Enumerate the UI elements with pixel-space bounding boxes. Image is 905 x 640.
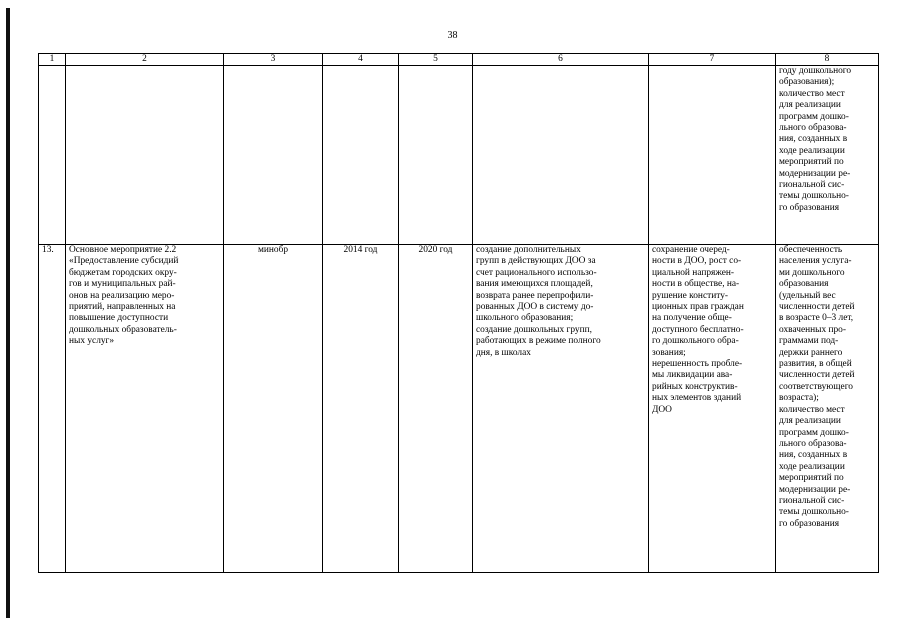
executor-cell: минобр: [224, 245, 323, 573]
binding-bar: [6, 8, 10, 618]
end-year-cell: [399, 66, 473, 245]
start-year-cell: [323, 66, 399, 245]
expected-result-cell: создание дополнительных групп в действующих ДОО за счет рационального использо- вания имеющихся площадей, возврата ранее перепрофили- рованных ДОО в систему до- школьного образования; создание дошкольных групп, работающих в режиме полного дня, в школах: [473, 245, 649, 573]
measures-table: [38, 53, 879, 573]
start-year-cell: 2014 год: [323, 245, 399, 573]
column-number-row: [39, 54, 879, 66]
indicators-cell: году дошкольного образования); количество мест для реализации программ дошко- льного образова- ния, созданных в ходе реализации мероприятий по модернизации ре- гиональной сис- темы дошкольно- го образования: [776, 66, 879, 245]
measure-name-cell: Основное мероприятие 2.2 «Предоставление субсидий бюджетам городских окру- гов и муниципальных рай- онов на реализацию меро- приятий, направленных на повышение доступности дошкольных образователь- ных услуг»: [66, 245, 224, 573]
expected-result-cell: [473, 66, 649, 245]
table-row: [39, 245, 879, 573]
row-number-cell: 13.: [39, 245, 66, 573]
column-number-cell: 4: [323, 54, 399, 66]
column-number-cell: 5: [399, 54, 473, 66]
column-number-cell: 3: [224, 54, 323, 66]
consequences-cell: [649, 66, 776, 245]
column-number-cell: 6: [473, 54, 649, 66]
row-number-cell: [39, 66, 66, 245]
column-number-cell: 2: [66, 54, 224, 66]
page-number: 38: [447, 30, 458, 41]
indicators-cell: обеспеченность населения услуга- ми дошкольного образования (удельный вес численности детей в возрасте 0–3 лет, охваченных про- граммами под- держки раннего развития, в общей численности детей соответствующего возраста); количество мест для реализации программ дошко- льного образова- ния, созданных в ходе реализации мероприятий по модернизации ре- гиональной сис- темы дошкольно- го образования: [776, 245, 879, 573]
column-number-cell: 1: [39, 54, 66, 66]
end-year-cell: 2020 год: [399, 245, 473, 573]
column-number-cell: 8: [776, 54, 879, 66]
executor-cell: [224, 66, 323, 245]
measure-name-cell: [66, 66, 224, 245]
column-number-cell: 7: [649, 54, 776, 66]
table-row: [39, 66, 879, 245]
consequences-cell: сохранение очеред- ности в ДОО, рост со- циальной напряжен- ности в обществе, на- рушение конститу- ционных прав граждан на получение обще- доступного бесплатно- го дошкольного обра- зования; нерешенность пробле- мы ликвидации ава- рийных конструктив- ных элементов зданий ДОО: [649, 245, 776, 573]
